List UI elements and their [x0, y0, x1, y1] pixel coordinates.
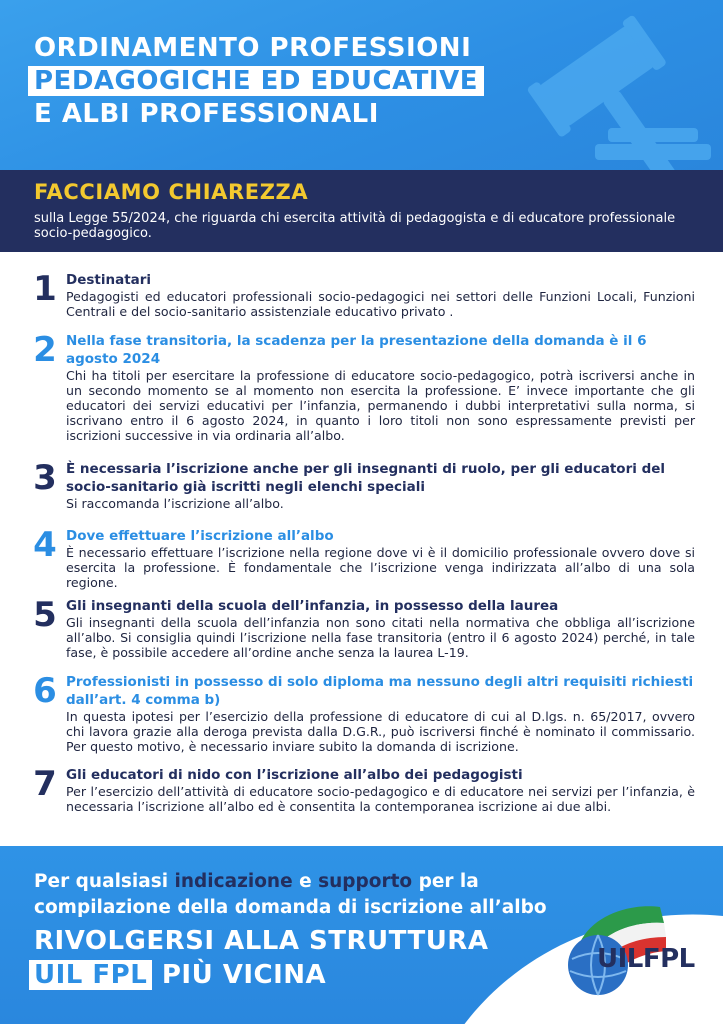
item-text: Si raccomanda l’iscrizione all’albo. — [66, 496, 284, 511]
item-text: Gli insegnanti della scuola dell’infanzia non sono citati nella normativa che obbliga all’iscrizione all’albo. Si consiglia quindi l’iscrizione nella fase transitoria (entro il 6 agosto 2024) perché, in tale fase, è possibile accedere all’ordine anche senza la laurea L-19. — [66, 615, 695, 660]
item-number: 2 — [33, 330, 57, 370]
item-text: Per l’esercizio dell’attività di educatore socio-pedagogico e di educatore nei servizi per l’infanzia, è necessaria l’iscrizione all’albo ed è consentita la contemporanea iscrizione ai due albi. — [66, 784, 695, 814]
item-number: 7 — [33, 764, 57, 804]
title-line-1: ORDINAMENTO PROFESSIONI — [34, 33, 472, 63]
item-number: 6 — [33, 671, 57, 711]
item-heading: Nella fase transitoria, la scadenza per la presentazione della domanda è il 6 agosto 2024 — [66, 333, 647, 367]
list-item — [30, 766, 695, 814]
item-text: In questa ipotesi per l’esercizio della professione di educatore di cui al D.lgs. n. 65/2017, ovvero chi lavora grazie alla deroga prevista dalla D.G.R., può iscriversi finché è nominato il commissario. Per questo motivo, è necessario inviare subito la domanda di iscrizione. — [66, 709, 695, 754]
list-item — [30, 527, 695, 590]
item-heading: È necessaria l’iscrizione anche per gli insegnanti di ruolo, per gli educatori del socio-sanitario già iscritti negli elenchi speciali — [66, 461, 666, 495]
list-item — [30, 597, 695, 660]
item-text: Pedagogisti ed educatori professionali socio-pedagogici nei settori delle Funzioni Locali, Funzioni Centrali e del socio-sanitario assistenziale educativo privato . — [66, 289, 695, 319]
footer-line-2: compilazione della domanda di iscrizione all’albo — [34, 897, 547, 918]
title-line-3: E ALBI PROFESSIONALI — [34, 99, 379, 129]
brand-highlight: UIL FPL — [29, 960, 152, 990]
header-banner — [0, 0, 723, 170]
item-heading: Destinatari — [66, 272, 152, 288]
intro-band — [0, 170, 723, 252]
item-text: È necessario effettuare l’iscrizione nella regione dove vi è il domicilio professionale ovvero dove si esercita la professione. È fondamentale che l’iscrizione venga indirizzata all’albo di una sola regione. — [66, 545, 695, 590]
item-text: Chi ha titoli per esercitare la professione di educatore socio-pedagogico, potrà iscriversi anche in un secondo momento se al momento non esercita la professione. E’ invece importante che gli educatori dei servizi educativi per l’infanzia, permanendo i dubbi interpretativi sulla norma, si iscrivano entro il 6 agosto 2024, in quanto i loro titoli non sono espressamente previsti per iscrizioni successive in via ordinaria all’albo. — [66, 368, 695, 443]
item-heading: Gli insegnanti della scuola dell’infanzia, in possesso della laurea — [66, 598, 559, 614]
gavel-icon — [483, 0, 723, 170]
band-title: FACCIAMO CHIAREZZA — [34, 180, 309, 204]
list-item — [30, 460, 695, 511]
list-item — [30, 271, 695, 319]
item-number: 1 — [33, 269, 57, 309]
item-heading: Gli educatori di nido con l’iscrizione all’albo dei pedagogisti — [66, 767, 523, 783]
band-subtitle: sulla Legge 55/2024, che riguarda chi esercita attività di pedagogista e di educatore professionale socio-pedagogico. — [34, 211, 676, 241]
item-number: 3 — [33, 458, 57, 498]
footer-call-to-action-2: UIL FPL PIÙ VICINA — [34, 959, 326, 991]
footer-call-to-action: RIVOLGERSI ALLA STRUTTURA — [34, 926, 489, 956]
item-number: 4 — [33, 525, 57, 565]
title-line-2-highlight: PEDAGOGICHE ED EDUCATIVE — [28, 66, 484, 96]
page-title — [34, 32, 484, 130]
logo-text: UILFPL — [597, 944, 695, 974]
item-number: 5 — [33, 595, 57, 635]
list-item — [30, 673, 695, 754]
list-item — [30, 332, 695, 443]
item-heading: Dove effettuare l’iscrizione all’albo — [66, 528, 334, 544]
footer-line-1: Per qualsiasi indicazione e supporto per la — [34, 871, 479, 892]
item-heading: Professionisti in possesso di solo diploma ma nessuno degli altri requisiti richiesti dall’art. 4 comma b) — [66, 674, 694, 708]
